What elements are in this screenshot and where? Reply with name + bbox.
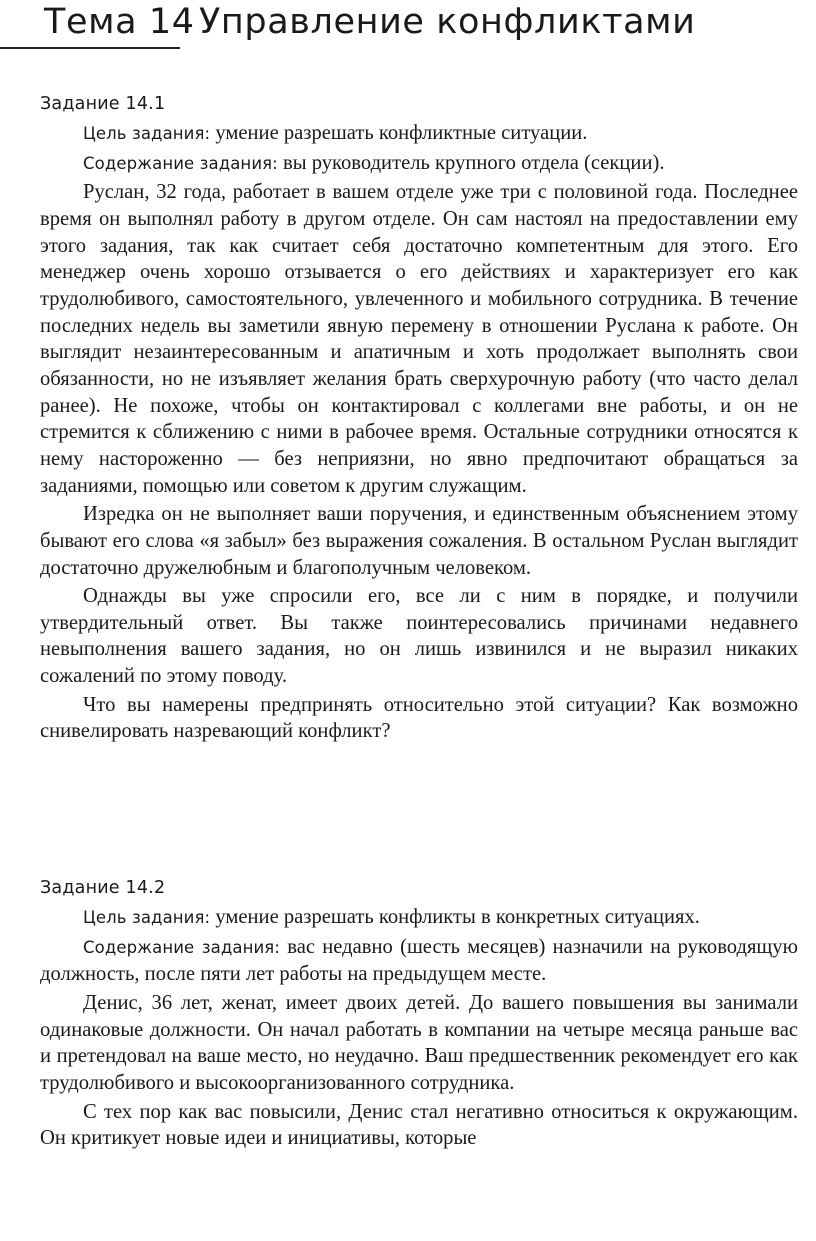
task-goal — [40, 120, 798, 148]
task-14-1 — [40, 92, 798, 745]
goal-label: Цель задания: — [83, 908, 211, 927]
task-heading: Задание 14.1 — [40, 94, 166, 114]
chapter-number: Тема 14 — [44, 2, 195, 42]
content-text: вы руководитель крупного отдела (секции). — [283, 151, 665, 174]
task-content — [40, 150, 798, 178]
chapter-header — [0, 0, 816, 60]
goal-text: умение разрешать конфликты в конкретных ситуациях. — [215, 906, 700, 928]
chapter-underline — [0, 47, 180, 49]
task-goal — [40, 904, 798, 932]
task-paragraph: Что вы намерены предпринять относительно этой ситуации? Как возможно снивелировать назревающий конфликт? — [40, 693, 798, 743]
task-paragraph: Руслан, 32 года, работает в вашем отделе уже три с половиной года. Последнее время он выполнял работу в другом отделе. Он сам настоял на предоставлении ему этого задания, так как считает себя достаточно компетентным для этого. Его менеджер очень хорошо отзывается о его действиях и характеризует его как трудолюбивого, самостоятельного, увлеченного и мобильного сотрудника. В течение последних недель вы заметили явную перемену в отношении Руслана к работе. Он выглядит незаинтересованным и апатичным и хоть продолжает выполнять свои обязанности, но не изъявляет желания брать сверхурочную работу (что часто делал ранее). Не похоже, чтобы он контактировал с коллегами вне работы, и он не стремится к сближению с ними в рабочее время. Остальные сотрудники относятся к нему настороженно — без неприязни, но явно предпочитают обращаться за заданиями, помощью или советом к другим служащим. — [40, 181, 798, 497]
content-label: Содержание задания: — [83, 153, 278, 173]
task-content — [40, 934, 798, 988]
task-paragraph: Изредка он не выполняет ваши поручения, и единственным объяснением этому бывают его слова «я забыл» без выражения сожаления. В остальном Руслан выглядит достаточно дружелюбным и благополучным человеком. — [40, 503, 798, 579]
task-paragraph: Однажды вы уже спросили его, все ли с ним в порядке, и получили утвердительный ответ. Вы также поинтересовались причинами недавнего невыполнения вашего задания, но он лишь извинился и не выразил никаких сожалений по этому поводу. — [40, 585, 798, 688]
task-heading: Задание 14.2 — [40, 878, 166, 898]
content-label: Содержание задания: — [83, 937, 280, 957]
content-text: вас недавно (шесть месяцев) назначили на руководящую должность, после пяти лет работы на предыдущем месте. — [40, 935, 798, 986]
task-14-2 — [40, 876, 798, 1152]
goal-label: Цель задания: — [83, 124, 211, 143]
goal-text: умение разрешать конфликтные ситуации. — [215, 122, 588, 144]
task-paragraph: Денис, 36 лет, женат, имеет двоих детей. До вашего повышения вы занимали одинаковые должности. Он начал работать в компании на четыре месяца раньше вас и претендовал на ваше место, но неудачно. Ваш предшественник рекомендует его как трудолюбивого и высокоорганизованного сотрудника. — [40, 991, 798, 1094]
chapter-title — [44, 0, 696, 48]
chapter-name: Управление конфликтами — [199, 2, 696, 42]
task-paragraph: С тех пор как вас повысили, Денис стал негативно относиться к окружающим. Он критикует новые идеи и инициативы, которые — [40, 1100, 798, 1150]
